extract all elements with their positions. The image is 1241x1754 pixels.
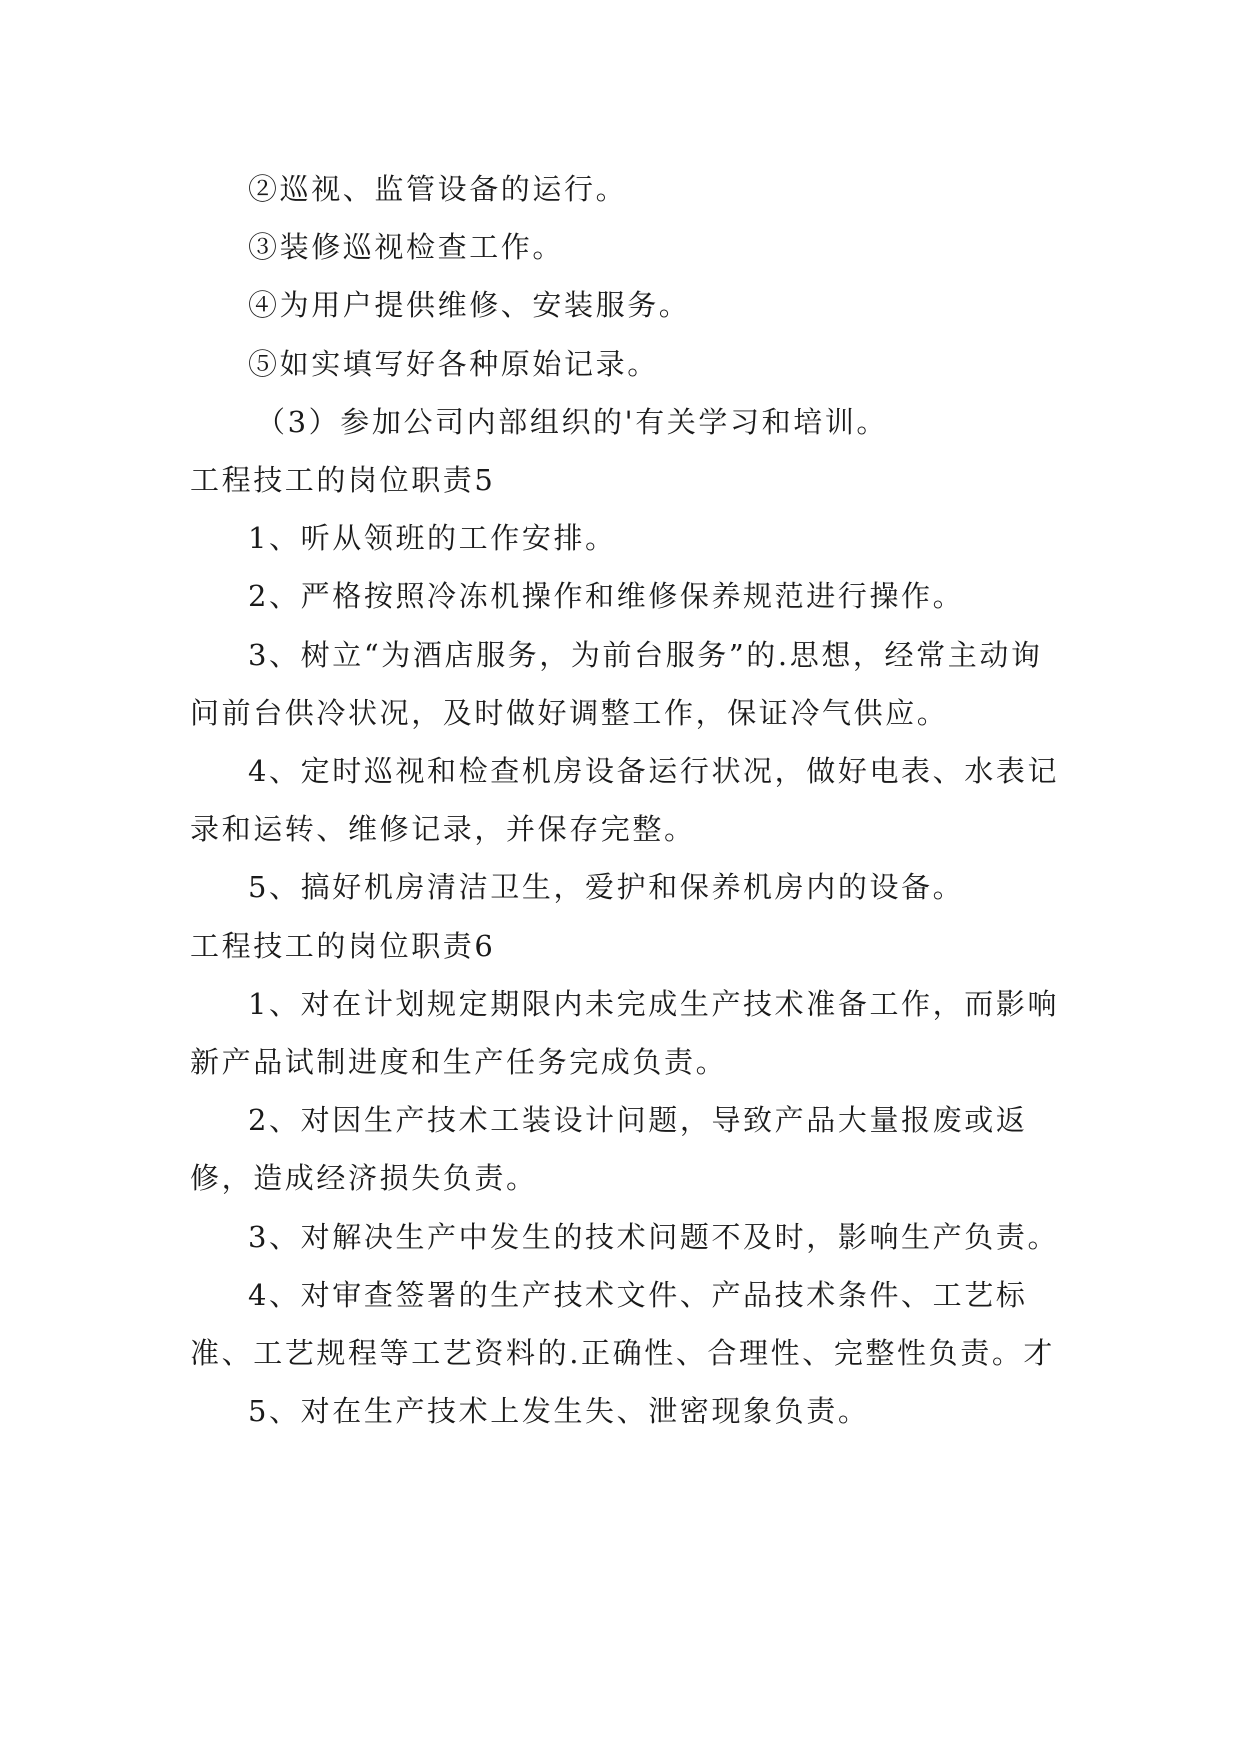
duty-item-5-4: 4、定时巡视和检查机房设备运行状况，做好电表、水表记录和运转、维修记录，并保存完整。	[190, 754, 1060, 847]
duty-item-6-1: 1、对在计划规定期限内未完成生产技术准备工作，而影响新产品试制进度和生产任务完成负责。	[190, 986, 1060, 1080]
list-item-user-service: ④为用户提供维修、安装服务。	[248, 288, 691, 323]
duty-item-5-2: 2、严格按照冷冻机操作和维修保养规范进行操作。	[248, 579, 965, 614]
duty-item-5-3: 3、树立“为酒店服务，为前台服务”的.思想，经常主动询问前台供冷状况，及时做好调整工作，保证冷气供应。	[190, 637, 1043, 730]
duty-item-6-5: 5、对在生产技术上发生失、泄密现象负责。	[248, 1394, 870, 1429]
list-item-renovation-inspection: ③装修巡视检查工作。	[248, 230, 565, 265]
duty-item-6-3: 3、对解决生产中发生的技术问题不及时，影响生产负责。	[248, 1219, 1060, 1254]
list-item-inspect-equipment: ②巡视、监管设备的运行。	[248, 172, 628, 206]
duty-item-6-4: 4、对审查签署的生产技术文件、产品技术条件、工艺标准、工艺规程等工艺资料的.正确性、合理性、完整性负责。才	[190, 1277, 1056, 1371]
section-heading-6: 工程技工的岗位职责6	[190, 928, 496, 963]
list-item-records: ⑤如实填写好各种原始记录。	[248, 346, 659, 381]
list-item-training: （3）参加公司内部组织的'有关学习和培训。	[256, 404, 889, 439]
duty-item-6-2: 2、对因生产技术工装设计问题，导致产品大量报废或返修，造成经济损失负责。	[190, 1103, 1028, 1196]
document-body	[190, 160, 1070, 1440]
section-heading-5: 工程技工的岗位职责5	[190, 463, 496, 498]
duty-item-5-5: 5、搞好机房清洁卫生，爱护和保养机房内的设备。	[248, 870, 965, 905]
duty-item-5-1: 1、听从领班的工作安排。	[248, 521, 617, 556]
